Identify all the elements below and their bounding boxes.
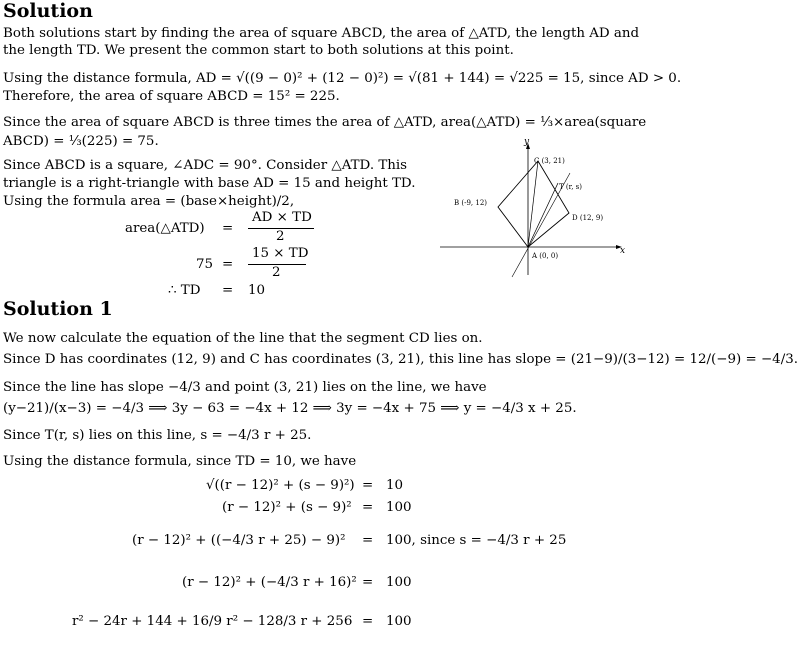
eq2-equals: = [362, 575, 374, 590]
eq-td-lhs: ∴ TD [168, 283, 201, 298]
eq2-equals: = [362, 500, 374, 515]
eq-equals: = [222, 283, 234, 298]
s1-intro: We now calculate the equation of the line that the segment CD lies on. [3, 331, 483, 346]
axis-y-label: y [524, 137, 530, 147]
point-a-label: A (0, 0) [532, 252, 559, 260]
eq2-l2: (r − 12)² + (s − 9)² [222, 500, 352, 515]
eq2-r1: 10 [386, 478, 404, 493]
right-triangle-line2: triangle is a right-triangle with base AD = 15 and height TD. [3, 176, 416, 191]
s1-distance: Using the distance formula, since TD = 10, we have [3, 454, 357, 469]
point-d-label: D (12, 9) [572, 214, 604, 222]
square-abcd [498, 161, 569, 247]
solution1-heading: Solution 1 [3, 298, 113, 320]
eq2-equals: = [362, 533, 374, 548]
eq2-r4: 100 [386, 575, 412, 590]
right-triangle-line1: Since ABCD is a square, ∠ADC = 90°. Consider △ATD. This [3, 158, 408, 173]
distance-line: Using the distance formula, AD = √((9 − 0)² + (12 − 0)²) = √(81 + 144) = √225 = 15, since AD > 0. [3, 71, 682, 86]
solution-heading: Solution [3, 0, 93, 22]
eq-equals: = [222, 221, 234, 236]
eq-td-value: 10 [248, 283, 266, 298]
segment-at [528, 183, 558, 247]
eq-fraction-num: AD × TD [252, 210, 312, 225]
eq2-l4: (r − 12)² + (−4/3 r + 16)² [182, 575, 357, 590]
eq2-l3: (r − 12)² + ((−4/3 r + 25) − 9)² [132, 533, 346, 548]
axis-x-label: x [620, 246, 626, 256]
eq-75-lhs: 75 [196, 257, 214, 272]
s1-t-line: Since T(r, s) lies on this line, s = −4/3 r + 25. [3, 428, 312, 443]
eq-fraction-den: 2 [272, 265, 281, 280]
point-b-label: B (-9, 12) [454, 199, 488, 207]
s1-equation: (y−21)/(x−3) = −4/3 ⟹ 3y − 63 = −4x + 12 ⟹ 3y = −4x + 75 ⟹ y = −4/3 x + 25. [3, 401, 577, 416]
intro-paragraph: Both solutions start by finding the area of square ABCD, the area of △ATD, the length AD and the length TD. We present the common start to both solutions at this point. [3, 26, 640, 58]
three-times-line2: ABCD) = ⅓(225) = 75. [3, 134, 159, 149]
eq2-l5: r² − 24r + 144 + 16/9 r² − 128/3 r + 256 [72, 614, 353, 629]
eq2-r3: 100, since s = −4/3 r + 25 [386, 533, 567, 548]
eq2-equals: = [362, 614, 374, 629]
eq2-equals: = [362, 478, 374, 493]
eq-equals: = [222, 257, 234, 272]
s1-slope: Since D has coordinates (12, 9) and C has coordinates (3, 21), this line has slope = (21−9)/(3−12) = 12/(−9) = −4/3. [3, 352, 798, 367]
diagonal-ac [528, 161, 538, 247]
s1-point: Since the line has slope −4/3 and point (3, 21) lies on the line, we have [3, 380, 487, 395]
eq-area-lhs: area(△ATD) [125, 221, 205, 236]
eq-fraction-num: 15 × TD [252, 246, 309, 261]
area-square-line: Therefore, the area of square ABCD = 15² = 225. [3, 89, 340, 104]
eq-fraction-den: 2 [276, 229, 285, 244]
formula-line: Using the formula area = (base×height)/2, [3, 194, 295, 209]
point-t-label: T (r, s) [559, 183, 582, 191]
eq2-r2: 100 [386, 500, 412, 515]
three-times-line1: Since the area of square ABCD is three times the area of △ATD, area(△ATD) = ⅓×area(square [3, 115, 647, 130]
point-c-label: C (3, 21) [534, 157, 565, 165]
eq2-l1: √((r − 12)² + (s − 9)²) [206, 478, 355, 493]
eq2-r5: 100 [386, 614, 412, 629]
coordinate-figure [440, 135, 655, 285]
